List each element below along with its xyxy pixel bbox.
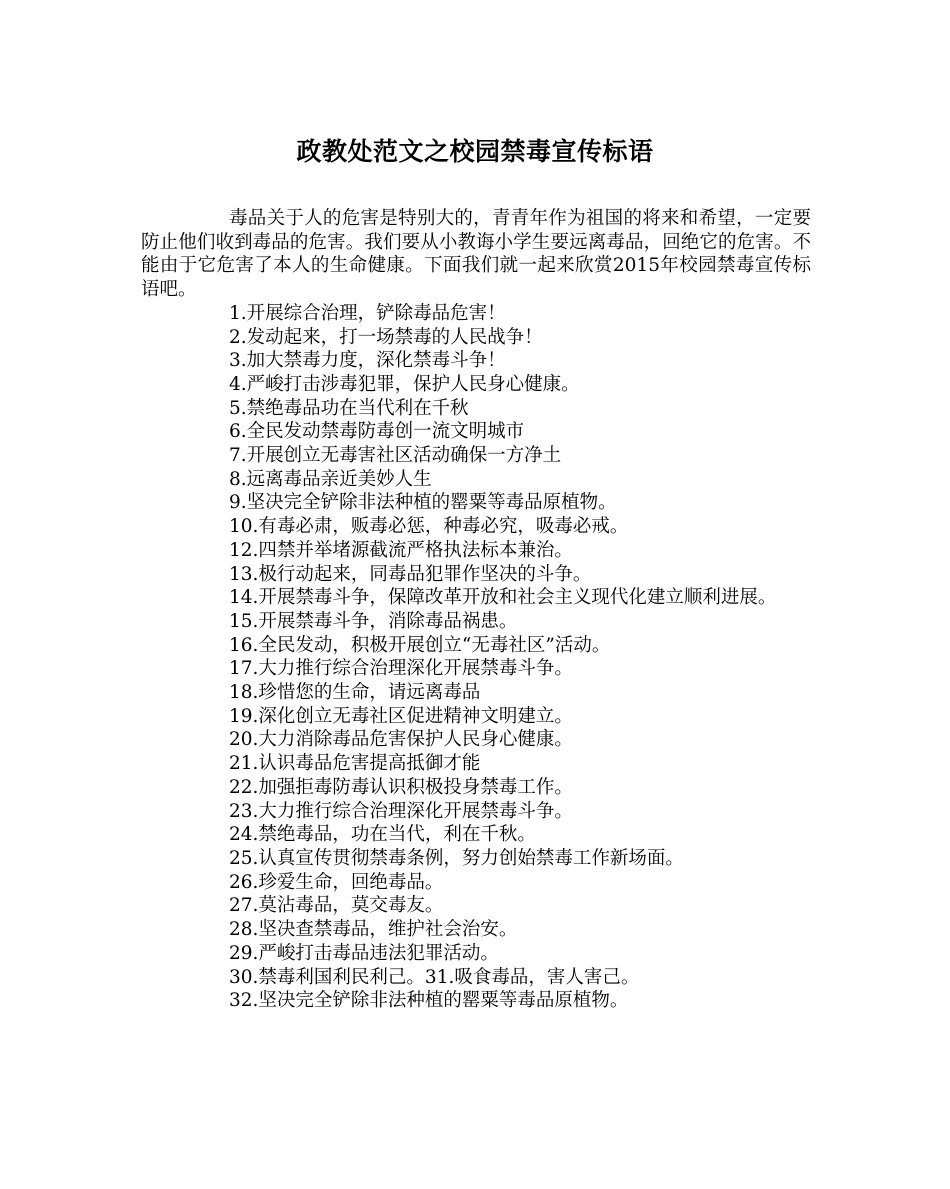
list-item: 21.认识毒品危害提高抵御才能 — [229, 753, 481, 775]
list-item: 19.深化创立无毒社区促进精神文明建立。 — [229, 705, 573, 727]
list-item: 28.坚决查禁毒品，维护社会治安。 — [229, 919, 518, 941]
list-item: 20.大力消除毒品危害保护人民身心健康。 — [229, 729, 573, 751]
list-item: 32.坚决完全铲除非法种植的罂粟等毒品原植物。 — [229, 990, 629, 1012]
list-item: 26.珍爱生命，回绝毒品。 — [229, 871, 444, 893]
list-item: 15.开展禁毒斗争，消除毒品祸患。 — [229, 610, 518, 632]
intro-paragraph: 毒品关于人的危害是特别大的，青青年作为祖国的将来和希望，一定要防止他们收到毒品的危害。我们要从小教诲小学生要远离毒品，回绝它的危害。不能由于它危害了本人的生命健康。下面我们就一起来欣赏2015年校园禁毒宣传标语吧。 — [141, 208, 811, 301]
list-item: 29.严峻打击毒品违法犯罪活动。 — [229, 942, 499, 964]
list-item: 14.开展禁毒斗争，保障改革开放和社会主义现代化建立顺利进展。 — [229, 587, 777, 609]
list-item: 25.认真宣传贯彻禁毒条例，努力创始禁毒工作新场面。 — [229, 847, 684, 869]
list-item: 8.远离毒品亲近美妙人生 — [229, 468, 432, 490]
list-item: 4.严峻打击涉毒犯罪，保护人民身心健康。 — [229, 373, 580, 395]
list-item: 22.加强拒毒防毒认识积极投身禁毒工作。 — [229, 776, 573, 798]
document-title: 政教处范文之校园禁毒宣传标语 — [296, 137, 654, 166]
list-item: 9.坚决完全铲除非法种植的罂粟等毒品原植物。 — [229, 492, 617, 514]
list-item: 17.大力推行综合治理深化开展禁毒斗争。 — [229, 658, 573, 680]
list-item: 13.极行动起来，同毒品犯罪作坚决的斗争。 — [229, 563, 592, 585]
list-item: 24.禁绝毒品，功在当代，利在千秋。 — [229, 824, 536, 846]
list-item: 5.禁绝毒品功在当代利在千秋 — [229, 397, 469, 419]
list-item: 16.全民发动，积极开展创立“无毒社区”活动。 — [229, 634, 611, 656]
list-item: 12.四禁并举堵源截流严格执法标本兼治。 — [229, 539, 573, 561]
list-item: 30.禁毒利国利民利己。31.吸食毒品，害人害己。 — [229, 966, 640, 988]
list-item: 10.有毒必肃，贩毒必惩，种毒必究，吸毒必戒。 — [229, 516, 629, 538]
list-item: 7.开展创立无毒害社区活动确保一方净土 — [229, 445, 562, 467]
list-item: 1.开展综合治理，铲除毒品危害！ — [229, 302, 506, 324]
list-item: 23.大力推行综合治理深化开展禁毒斗争。 — [229, 800, 573, 822]
list-item: 18.珍惜您的生命，请远离毒品 — [229, 682, 481, 704]
slogan-list — [141, 302, 811, 1013]
list-item: 2.发动起来，打一场禁毒的人民战争！ — [229, 326, 543, 348]
document-body — [141, 207, 811, 1013]
list-item: 27.莫沾毒品，莫交毒友。 — [229, 895, 444, 917]
list-item: 6.全民发动禁毒防毒创一流文明城市 — [229, 421, 525, 443]
list-item: 3.加大禁毒力度，深化禁毒斗争！ — [229, 350, 506, 372]
